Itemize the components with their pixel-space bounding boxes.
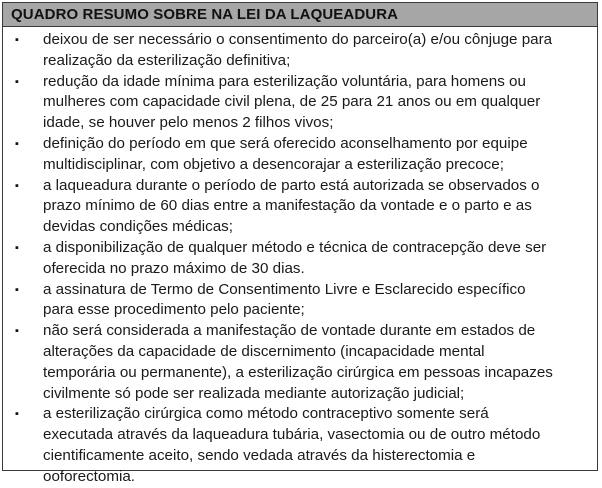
list-item: [15, 238, 587, 280]
summary-header: [3, 3, 597, 27]
list-item-line: temporária ou permanente), a esterilização cirúrgica em pessoas incapazes: [43, 363, 553, 381]
list-item-line: mulheres com capacidade civil plena, de 25 para 21 anos ou em qualquer: [43, 93, 541, 111]
list-item-line: idade, se houver pelo menos 2 filhos vivos;: [43, 114, 334, 132]
list-item-text: [43, 30, 587, 72]
list-item: [15, 72, 587, 134]
list-item: [15, 321, 587, 404]
square-bullet-icon: ▪: [15, 75, 19, 88]
summary-title: QUADRO RESUMO SOBRE NA LEI DA LAQUEADURA: [11, 6, 399, 23]
square-bullet-icon: ▪: [15, 179, 19, 192]
list-item-line: redução da idade mínima para esterilização voluntária, para homens ou: [43, 72, 526, 90]
list-item-line: multidisciplinar, com objetivo a desencorajar a esterilização precoce;: [43, 155, 504, 173]
list-item-line: executada através da laqueadura tubária, vasectomia ou de outro método: [43, 426, 541, 444]
list-item: [15, 280, 587, 322]
list-item-line: cientificamente aceito, sendo vedada através da histerectomia e: [43, 446, 476, 464]
list-item-line: ooforectomia.: [43, 467, 136, 485]
list-item: [15, 176, 587, 238]
list-item-text: [43, 72, 587, 134]
summary-box: [2, 2, 598, 485]
list-item: [15, 404, 587, 487]
square-bullet-icon: ▪: [15, 137, 19, 150]
list-item-text: [43, 280, 587, 322]
list-item-line: deixou de ser necessário o consentimento do parceiro(a) e/ou cônjuge para: [43, 31, 553, 48]
list-item: [15, 30, 587, 72]
list-item-line: a esterilização cirúrgica como método contraceptivo somente será: [43, 405, 489, 423]
list-item-line: a laqueadura durante o período de parto está autorizada se observados o: [43, 176, 540, 194]
list-item-text: [43, 404, 587, 487]
list-item-line: a disponibilização de qualquer método e técnica de contracepção deve ser: [43, 238, 547, 256]
list-item-line: prazo mínimo de 60 dias entre a manifestação da vontade e o parto e as: [43, 197, 532, 215]
list-item-line: oferecida no prazo máximo de 30 dias.: [43, 259, 305, 277]
list-item-text: [43, 176, 587, 238]
list-item-line: não será considerada a manifestação de vontade durante em estados de: [43, 322, 536, 340]
summary-list: [3, 27, 597, 488]
list-item-line: realização da esterilização definitiva;: [43, 51, 291, 69]
list-item-line: a assinatura de Termo de Consentimento Livre e Esclarecido específico: [43, 280, 526, 298]
list-item-text: [43, 134, 587, 176]
list-item-line: devidas condições médicas;: [43, 218, 233, 236]
list-item-line: definição do período em que será oferecido aconselhamento por equipe: [43, 134, 528, 152]
list-item-text: [43, 321, 587, 404]
square-bullet-icon: ▪: [15, 34, 19, 46]
square-bullet-icon: ▪: [15, 408, 19, 421]
list-item-line: alterações da capacidade de discernimento (incapacidade mental: [43, 342, 485, 360]
list-item-line: civilmente só pode ser realizada mediante autorização judicial;: [43, 384, 465, 402]
square-bullet-icon: ▪: [15, 283, 19, 296]
list-item-line: para esse procedimento pelo paciente;: [43, 301, 305, 319]
square-bullet-icon: ▪: [15, 241, 19, 254]
square-bullet-icon: ▪: [15, 325, 19, 338]
list-item-text: [43, 238, 587, 280]
list-item: [15, 134, 587, 176]
